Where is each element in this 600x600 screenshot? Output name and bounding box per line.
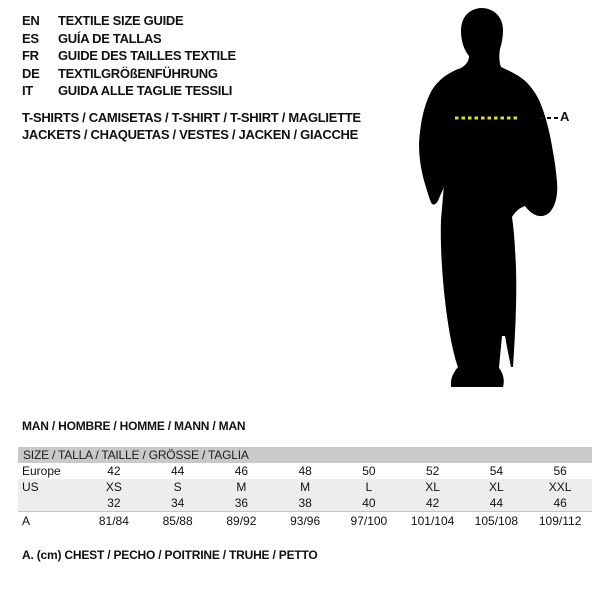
table-cell: 36 [234,496,249,510]
language-row [22,65,236,83]
gender-label: MAN / HOMBRE / HOMME / MANN / MAN [22,419,246,433]
table-cell: 54 [489,464,504,478]
row-label: US [22,480,39,494]
language-label: TEXTILGRÖßENFÜHRUNG [58,65,218,81]
table-row-numeric [18,495,592,511]
language-label: GUÍA DE TALLAS [58,30,162,46]
language-code: IT [22,83,33,99]
table-cell: 105/108 [474,514,519,528]
measurement-footnote: A. (cm) CHEST / PECHO / POITRINE / TRUHE / PETTO [22,548,318,562]
language-list [22,12,236,100]
table-cell: 81/84 [98,514,129,528]
category-tshirts: T-SHIRTS / CAMISETAS / T-SHIRT / T-SHIRT / MAGLIETTE [22,110,361,125]
category-jackets: JACKETS / CHAQUETAS / VESTES / JACKEN / GIACCHE [22,126,358,142]
table-cell: 109/112 [538,514,582,528]
language-row [22,12,236,30]
language-row [22,82,236,100]
table-cell: 40 [362,496,376,510]
table-cell: 38 [298,496,312,510]
language-label: GUIDA ALLE TAGLIE TESSILI [58,83,233,99]
table-row-chest [18,511,592,530]
language-row [22,30,236,48]
category-lines [22,110,361,143]
row-label: A [22,514,31,528]
table-cell: XS [105,480,122,494]
table-cell: L [365,480,373,494]
language-code: EN [22,13,40,29]
table-cell: 52 [425,464,440,478]
measurement-a-label: A [560,109,570,124]
table-row-us [18,479,592,495]
table-cell: 46 [234,464,249,478]
table-cell: 34 [170,496,185,510]
table-cell: XXL [548,480,572,494]
table-cell: 93/96 [290,514,321,528]
man-silhouette [415,5,565,390]
table-cell: 44 [170,464,185,478]
language-label: TEXTILE SIZE GUIDE [58,13,184,29]
table-cell: XL [425,480,440,494]
table-cell: 42 [425,496,440,510]
table-cell: XL [489,480,504,494]
table-cell: 89/92 [226,514,257,528]
table-cell: 50 [362,464,376,478]
table-cell: 44 [489,496,504,510]
table-cell: 85/88 [162,514,193,528]
table-cell: M [300,480,311,494]
table-cell: 56 [553,464,567,478]
size-table-header: SIZE / TALLA / TAILLE / GRÖSSE / TAGLIA [18,447,592,463]
table-cell: 101/104 [410,514,455,528]
language-code: FR [22,48,39,64]
table-cell: 42 [107,464,121,478]
language-code: DE [22,65,40,81]
table-cell: M [236,480,247,494]
table-row-europe [18,463,592,479]
language-row [22,47,236,65]
size-table [18,447,592,530]
row-label: Europe [22,464,61,478]
language-code: ES [22,30,39,46]
table-cell: 97/100 [350,514,388,528]
table-cell: 46 [553,496,567,510]
man-silhouette-shape [419,8,557,387]
table-cell: 48 [298,464,312,478]
table-cell: 32 [107,496,121,510]
language-label: GUIDE DES TAILLES TEXTILE [58,48,236,64]
table-cell: S [173,480,182,494]
